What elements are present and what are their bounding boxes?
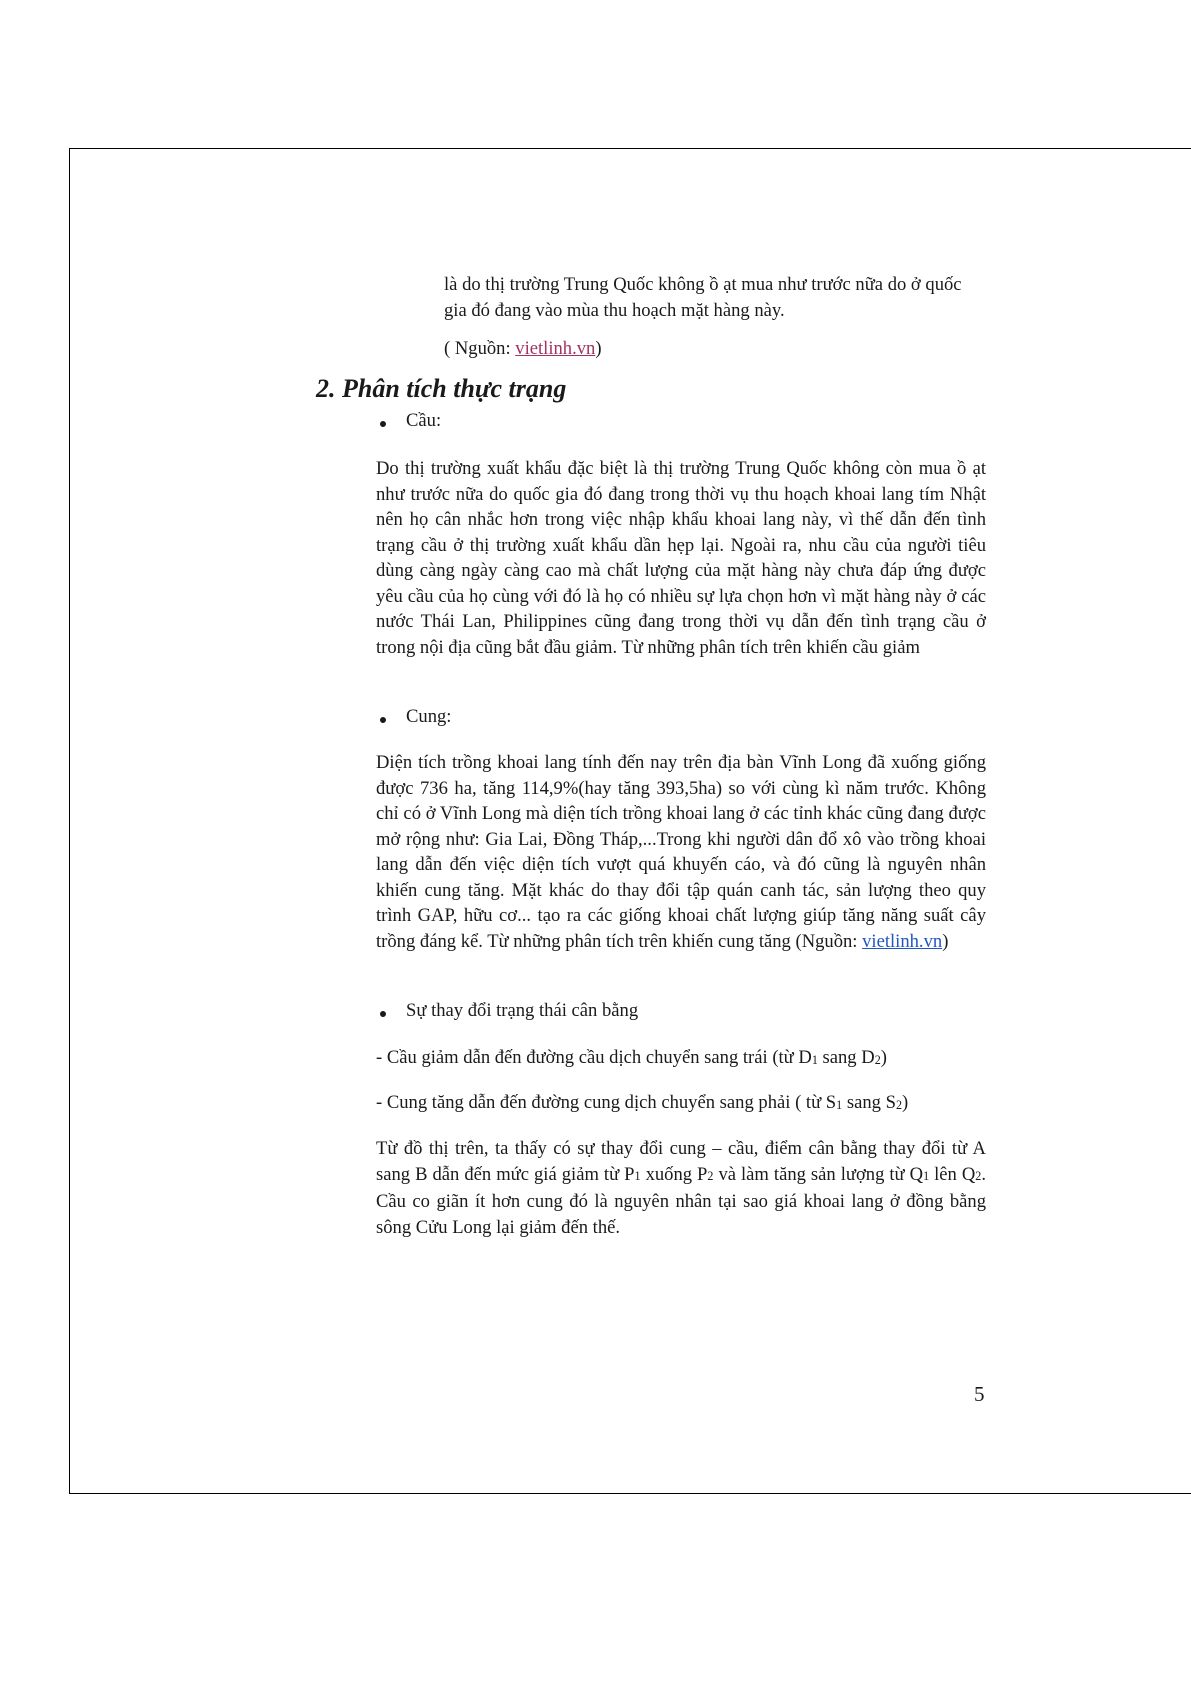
supply-shift-line	[376, 1090, 908, 1118]
line2-mid: sang S	[842, 1092, 896, 1113]
conclusion-sub-p2: 2	[707, 1169, 714, 1184]
intro-text: là do thị trường Trung Quốc không ồ ạt mua như trước nữa do ở quốc gia đó đang vào mùa thu hoạch mặt hàng này.	[444, 274, 962, 321]
line1-end: )	[880, 1047, 887, 1068]
conclusion-d: lên Q	[929, 1163, 976, 1185]
line2-end: )	[901, 1092, 909, 1113]
conclusion-sub-p1: 1	[634, 1169, 641, 1184]
conclusion-e: . Cầu co giãn ít hơn cung đó là nguyên nhân tại sao giá khoai lang ở đồng bằng sông Cửu Long lại giảm đến thế.	[376, 1163, 986, 1238]
line2-text: - Cung tăng dẫn đến đường cung dịch chuyển sang phải ( từ S	[376, 1092, 837, 1113]
bullet-dot	[380, 421, 386, 427]
conclusion-sub-q1: 1	[923, 1169, 930, 1184]
conclusion-a: Từ đồ thị trên, ta thấy có sự thay đổi cung – cầu, điểm cân bằng thay đổi từ A sang B dẫn đến mức giá giảm từ P	[376, 1138, 986, 1185]
supply-paragraph	[376, 750, 986, 954]
intro-source-prefix: ( Nguồn:	[444, 338, 516, 359]
intro-paragraph	[444, 272, 974, 323]
demand-shift-line	[376, 1045, 887, 1073]
bullet-dot	[380, 717, 386, 723]
demand-label: Cầu:	[406, 410, 442, 431]
conclusion-sub-q2: 2	[975, 1169, 982, 1184]
conclusion-b: xuống P	[640, 1163, 708, 1185]
demand-paragraph: Do thị trường xuất khẩu đặc biệt là thị trường Trung Quốc không còn mua ồ ạt như trước nữa do quốc gia đó đang trong thời vụ thu hoạch khoai lang tím Nhật nên họ cân nhắc hơn trong việc nhập khẩu khoai lang này, vì thế dẫn đến tình trạng cầu ở thị trường xuất khẩu dần hẹp lại. Ngoài ra, nhu cầu của người tiêu dùng càng ngày càng cao mà chất lượng của mặt hàng này chưa đáp ứng được yêu cầu của họ cùng với đó là họ có nhiều sự lựa chọn hơn vì mặt hàng này ở các nước Thái Lan, Philippines cũng đang trong thời vụ dẫn đến tình trạng cầu ở trong nội địa cũng bắt đầu giảm. Từ những phân tích trên khiến cầu giảm	[376, 458, 986, 658]
section-heading: 2. Phân tích thực trạng	[316, 374, 567, 403]
line1-mid: sang D	[817, 1047, 875, 1068]
supply-source-link[interactable]: vietlinh.vn	[862, 930, 943, 952]
supply-source-prefix: (Nguồn:	[795, 930, 863, 952]
conclusion-paragraph	[376, 1136, 986, 1240]
conclusion-c: và làm tăng sản lượng từ Q	[713, 1163, 924, 1185]
line1-sub2: 2	[874, 1052, 881, 1067]
equilibrium-label: Sự thay đổi trạng thái cân bằng	[406, 1000, 639, 1021]
line1-text: - Cầu giảm dẫn đến đường cầu dịch chuyển sang trái (từ D	[376, 1047, 812, 1068]
supply-text: Diện tích trồng khoai lang tính đến nay trên địa bàn Vĩnh Long đã xuống giống được 736 ha, tăng 114,9%(hay tăng 393,5ha) so với cùng kì năm trước. Không chỉ có ở Vĩnh Long mà diện tích trồng khoai lang ở các tỉnh khác cũng đang được mở rộng như: Gia Lai, Đồng Tháp,...Trong khi người dân đổ xô vào trồng khoai lang dẫn đến việc diện tích vượt quá khuyến cáo, và đó cũng là nguyên nhân khiến cung tăng. Mặt khác do thay đổi tập quán canh tác, sản lượng theo quy trình GAP, hữu cơ... tạo ra các giống khoai chất lượng giúp tăng năng suất cây trồng đáng kể. Từ những phân tích trên khiến cung tăng	[376, 752, 986, 952]
intro-source-suffix: )	[595, 338, 602, 359]
line1-sub1: 1	[811, 1052, 818, 1067]
intro-source	[444, 336, 602, 362]
line2-sub2: 2	[895, 1097, 902, 1112]
line2-sub1: 1	[836, 1097, 843, 1112]
intro-source-link[interactable]: vietlinh.vn	[515, 338, 596, 359]
bullet-dot	[380, 1011, 386, 1017]
supply-label: Cung:	[406, 706, 452, 727]
supply-source-suffix: )	[942, 930, 949, 952]
page-number: 5	[974, 1382, 985, 1406]
